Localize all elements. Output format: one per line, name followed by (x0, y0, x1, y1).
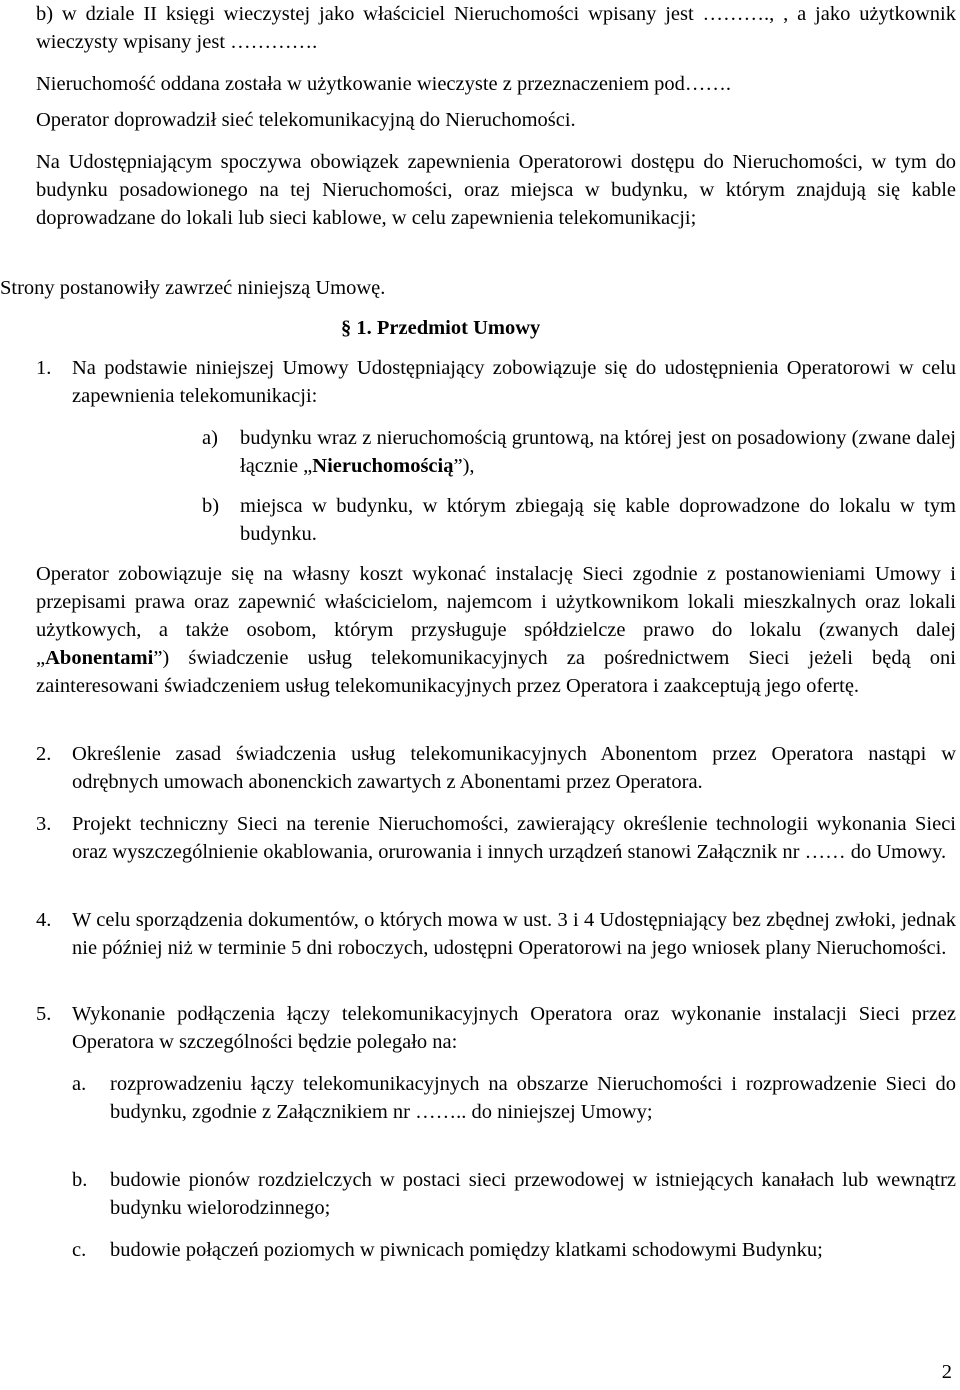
paragraph-1-item-b: miejsca w budynku, w którym zbiegają się kable doprowadzone do lokalu w tym budynku. (240, 495, 956, 545)
item-a-text-end: ”), (453, 455, 475, 477)
list-marker: b) (202, 495, 220, 517)
intro-obligation: Na Udostępniającym spoczywa obowiązek zapewnienia Operatorowi dostępu do Nieruchomości, w tym do budynku posadowionego na tej Nieruchomości, oraz miejsca w budynku, w którym znajdują się kable doprowadzane do lokali lub sieci kablowe, w celu zapewnienia telekomunikacji; (36, 151, 956, 229)
paragraph-1-text: Na podstawie niniejszej Umowy Udostępniający zobowiązuje się do udostępnienia Operatorowi w celu zapewnienia telekomunikacji: (72, 357, 956, 407)
paragraph-number: 3. (36, 813, 52, 835)
defined-term-nieruchomosc: Nieruchomością (312, 455, 454, 477)
intro-purpose: Nieruchomość oddana została w użytkowanie wieczyste z przeznaczeniem pod……. (36, 73, 732, 95)
intro-line-b: b) w dziale II księgi wieczystej jako właściciel Nieruchomości wpisany jest ………., , a jako użytkownik wieczysty wpisany jest …………. (36, 3, 956, 53)
list-marker: a. (72, 1073, 87, 1095)
paragraph-5-item-a: rozprowadzeniu łączy telekomunikacyjnych na obszarze Nieruchomości i rozprowadzenie Sieci do budynku, zgodnie z Załącznikiem nr …….. do niniejszej Umowy; (110, 1073, 956, 1123)
list-marker: a) (202, 427, 218, 449)
paragraph-2-text: Określenie zasad świadczenia usług telekomunikacyjnych Abonentom przez Operatora nastąpi w odrębnych umowach abonenckich zawartych z Abonentami przez Operatora. (72, 743, 956, 793)
paragraph-4-text: W celu sporządzenia dokumentów, o których mowa w ust. 3 i 4 Udostępniający bez zbędnej zwłoki, jednak nie później niż w terminie 5 dni roboczych, udostępni Operatorowi na jego wniosek plany Nieruchomości. (72, 909, 956, 959)
paragraph-number: 5. (36, 1003, 52, 1025)
section-heading: § 1. Przedmiot Umowy (341, 317, 541, 339)
operator-text: Operator zobowiązuje się na własny koszt wykonać instalację Sieci zgodnie z postanowieniami Umowy i przepisami prawa oraz zapewnić właścicielom, najemcom i użytkownikom lokali mieszkalnych oraz lokali użytkowych, a także osobom, którym przysługuje spółdzielcze prawo do lokalu (zwanych dalej „ (36, 563, 956, 669)
paragraph-number: 1. (36, 357, 52, 379)
item-a-text: budynku wraz z nieruchomością gruntową, na której jest on posadowiony (zwane dalej łącznie „ (240, 427, 956, 477)
paragraph-5-text: Wykonanie podłączenia łączy telekomunikacyjnych Operatora oraz wykonanie instalacji Sieci przez Operatora w szczególności będzie polegało na: (72, 1003, 956, 1053)
intro-operator-network: Operator doprowadził sieć telekomunikacyjną do Nieruchomości. (36, 109, 576, 131)
operator-text-end: ”) świadczenie usług telekomunikacyjnych za pośrednictwem Sieci jeżeli będą oni zainteresowani świadczeniem usług telekomunikacyjnych przez Operatora i zaakceptują jego ofertę. (36, 647, 956, 697)
intro-parties: Strony postanowiły zawrzeć niniejszą Umowę. (0, 277, 386, 299)
paragraph-5-item-b: budowie pionów rozdzielczych w postaci sieci przewodowej w istniejących kanałach lub wewnątrz budynku wielorodzinnego; (110, 1169, 956, 1219)
list-marker: b. (72, 1169, 88, 1191)
operator-obligation-paragraph (36, 560, 956, 700)
defined-term-abonenci: Abonentami (45, 647, 154, 669)
paragraph-number: 2. (36, 743, 52, 765)
list-marker: c. (72, 1239, 87, 1261)
paragraph-5-item-c: budowie połączeń poziomych w piwnicach pomiędzy klatkami schodowymi Budynku; (110, 1239, 823, 1261)
paragraph-1-item-a (240, 424, 956, 480)
paragraph-3-text: Projekt techniczny Sieci na terenie Nieruchomości, zawierający określenie technologii wykonania Sieci oraz wyszczególnienie okablowania, orurowania i innych urządzeń stanowi Załącznik nr …… do Umowy. (72, 813, 956, 863)
paragraph-number: 4. (36, 909, 52, 931)
page-number: 2 (941, 1361, 952, 1383)
